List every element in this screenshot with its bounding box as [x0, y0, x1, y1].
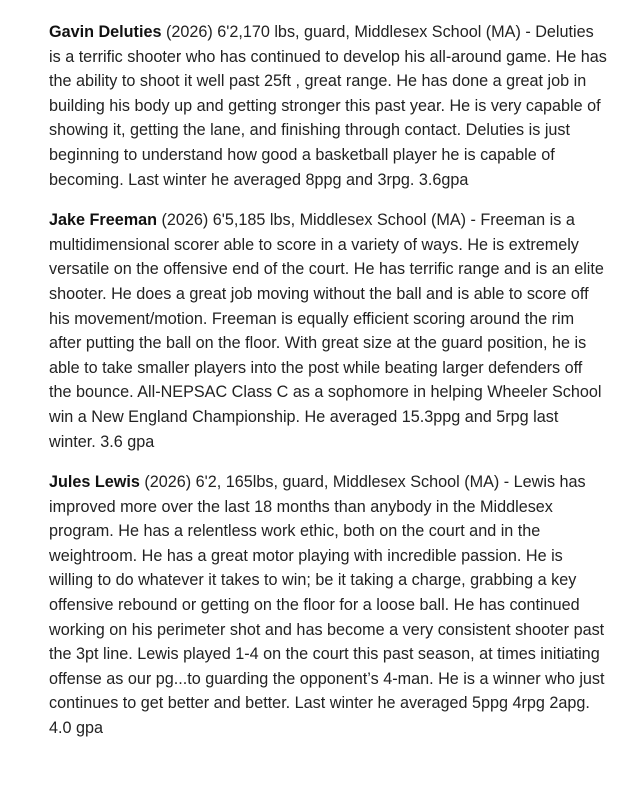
player-profile-freeman — [49, 208, 609, 454]
player-description: (2026) 6'2,170 lbs, guard, Middlesex School (MA) - Deluties is a terrific shooter who has continued to develop his all-around game. He has the ability to shoot it well past 25ft , great range. He has done a great job in building his body up and getting stronger this past year. He is very capable of showing it, getting the lane, and finishing through contact. Deluties is just beginning to understand how good a basketball player he is capable of becoming. Last winter he averaged 8ppg and 3rpg. 3.6gpa — [49, 23, 607, 189]
player-profile-deluties — [49, 20, 609, 192]
article-body — [49, 20, 609, 757]
player-name: Jules Lewis — [49, 473, 140, 492]
player-description: (2026) 6'5,185 lbs, Middlesex School (MA) - Freeman is a multidimensional scorer able to score in a variety of ways. He is extremely versatile on the offensive end of the court. He has terrific range and is an elite shooter. He does a great job moving without the ball and is able to score off his movement/motion. Freeman is equally efficient scoring around the rim after putting the ball on the floor. With great size at the guard position, he is able to take smaller players into the post while beating larger defenders off the bounce. All-NEPSAC Class C as a sophomore in helping Wheeler School win a New England Championship. He averaged 15.3ppg and 5rpg last winter. 3.6 gpa — [49, 211, 604, 451]
player-profile-lewis — [49, 470, 609, 741]
player-name: Jake Freeman — [49, 211, 157, 230]
player-name: Gavin Deluties — [49, 23, 162, 41]
player-description: (2026) 6'2, 165lbs, guard, Middlesex School (MA) - Lewis has improved more over the last 18 months than anybody in the Middlesex program. He has a relentless work ethic, both on the court and in the weightroom. He has a great motor playing with incredible passion. He is willing to do whatever it takes to win; be it taking a charge, grabbing a key offensive rebound or getting on the floor for a loose ball. He has continued working on his perimeter shot and has become a very consistent shooter past the 3pt line. Lewis played 1-4 on the court this past season, at times initiating offense as our pg...to guarding the opponent’s 4-man. He is a winner who just continues to get better and better. Last winter he averaged 5ppg 4rpg 2apg. 4.0 gpa — [49, 473, 605, 738]
